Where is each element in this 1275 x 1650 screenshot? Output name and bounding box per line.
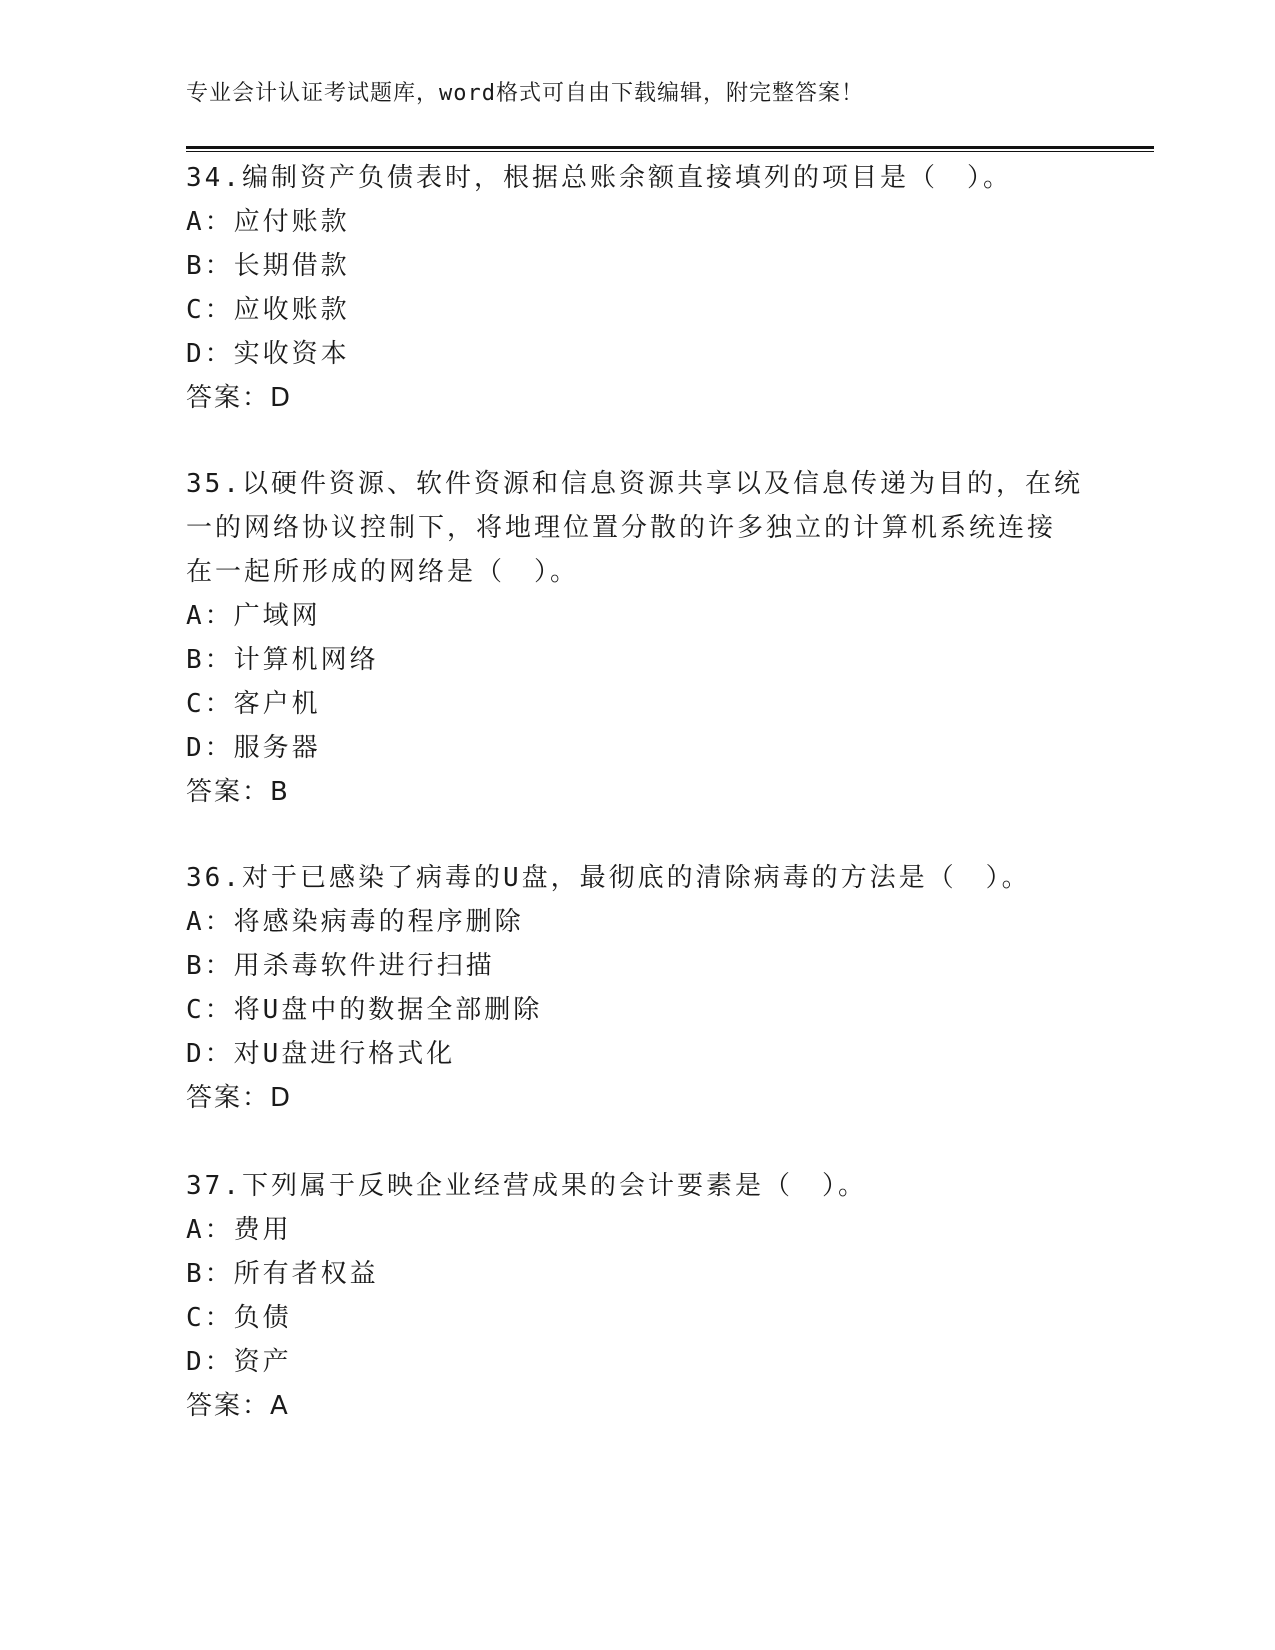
option-a: A：将感染病毒的程序删除 [186,907,524,937]
option-c: C：客户机 [186,689,321,719]
question-stem: 36.对于已感染了病毒的U盘，最彻底的清除病毒的方法是（ ）。 [186,863,1031,893]
option-d: D：实收资本 [186,339,350,369]
option-d: D：对U盘进行格式化 [186,1039,456,1069]
header-divider [186,146,1154,152]
answer: 答案：D [186,383,293,413]
answer: 答案：A [186,1391,290,1421]
question-stem-continued: 一的网络协议控制下，将地理位置分散的许多独立的计算机系统连接 [186,513,1057,543]
option-c: C：负债 [186,1303,292,1333]
answer: 答案：D [186,1083,293,1113]
option-c: C：应收账款 [186,295,350,325]
option-b: B：所有者权益 [186,1259,379,1289]
option-c: C：将U盘中的数据全部删除 [186,995,543,1025]
question-stem: 35.以硬件资源、软件资源和信息资源共享以及信息传递为目的，在统 [186,469,1083,499]
option-a: A：广域网 [186,601,321,631]
answer: 答案：B [186,777,290,807]
option-b: B：用杀毒软件进行扫描 [186,951,495,981]
option-d: D：服务器 [186,733,321,763]
option-b: B：长期借款 [186,251,350,281]
option-d: D：资产 [186,1347,292,1377]
option-b: B：计算机网络 [186,645,379,675]
question-stem: 34.编制资产负债表时，根据总账余额直接填列的项目是（ ）。 [186,163,1012,193]
option-a: A：费用 [186,1215,292,1245]
question-stem-continued: 在一起所形成的网络是（ ）。 [186,557,580,587]
option-a: A：应付账款 [186,207,350,237]
header-text: 专业会计认证考试题库，word格式可自由下载编辑，附完整答案！ [186,81,864,106]
question-stem: 37.下列属于反映企业经营成果的会计要素是（ ）。 [186,1171,867,1201]
